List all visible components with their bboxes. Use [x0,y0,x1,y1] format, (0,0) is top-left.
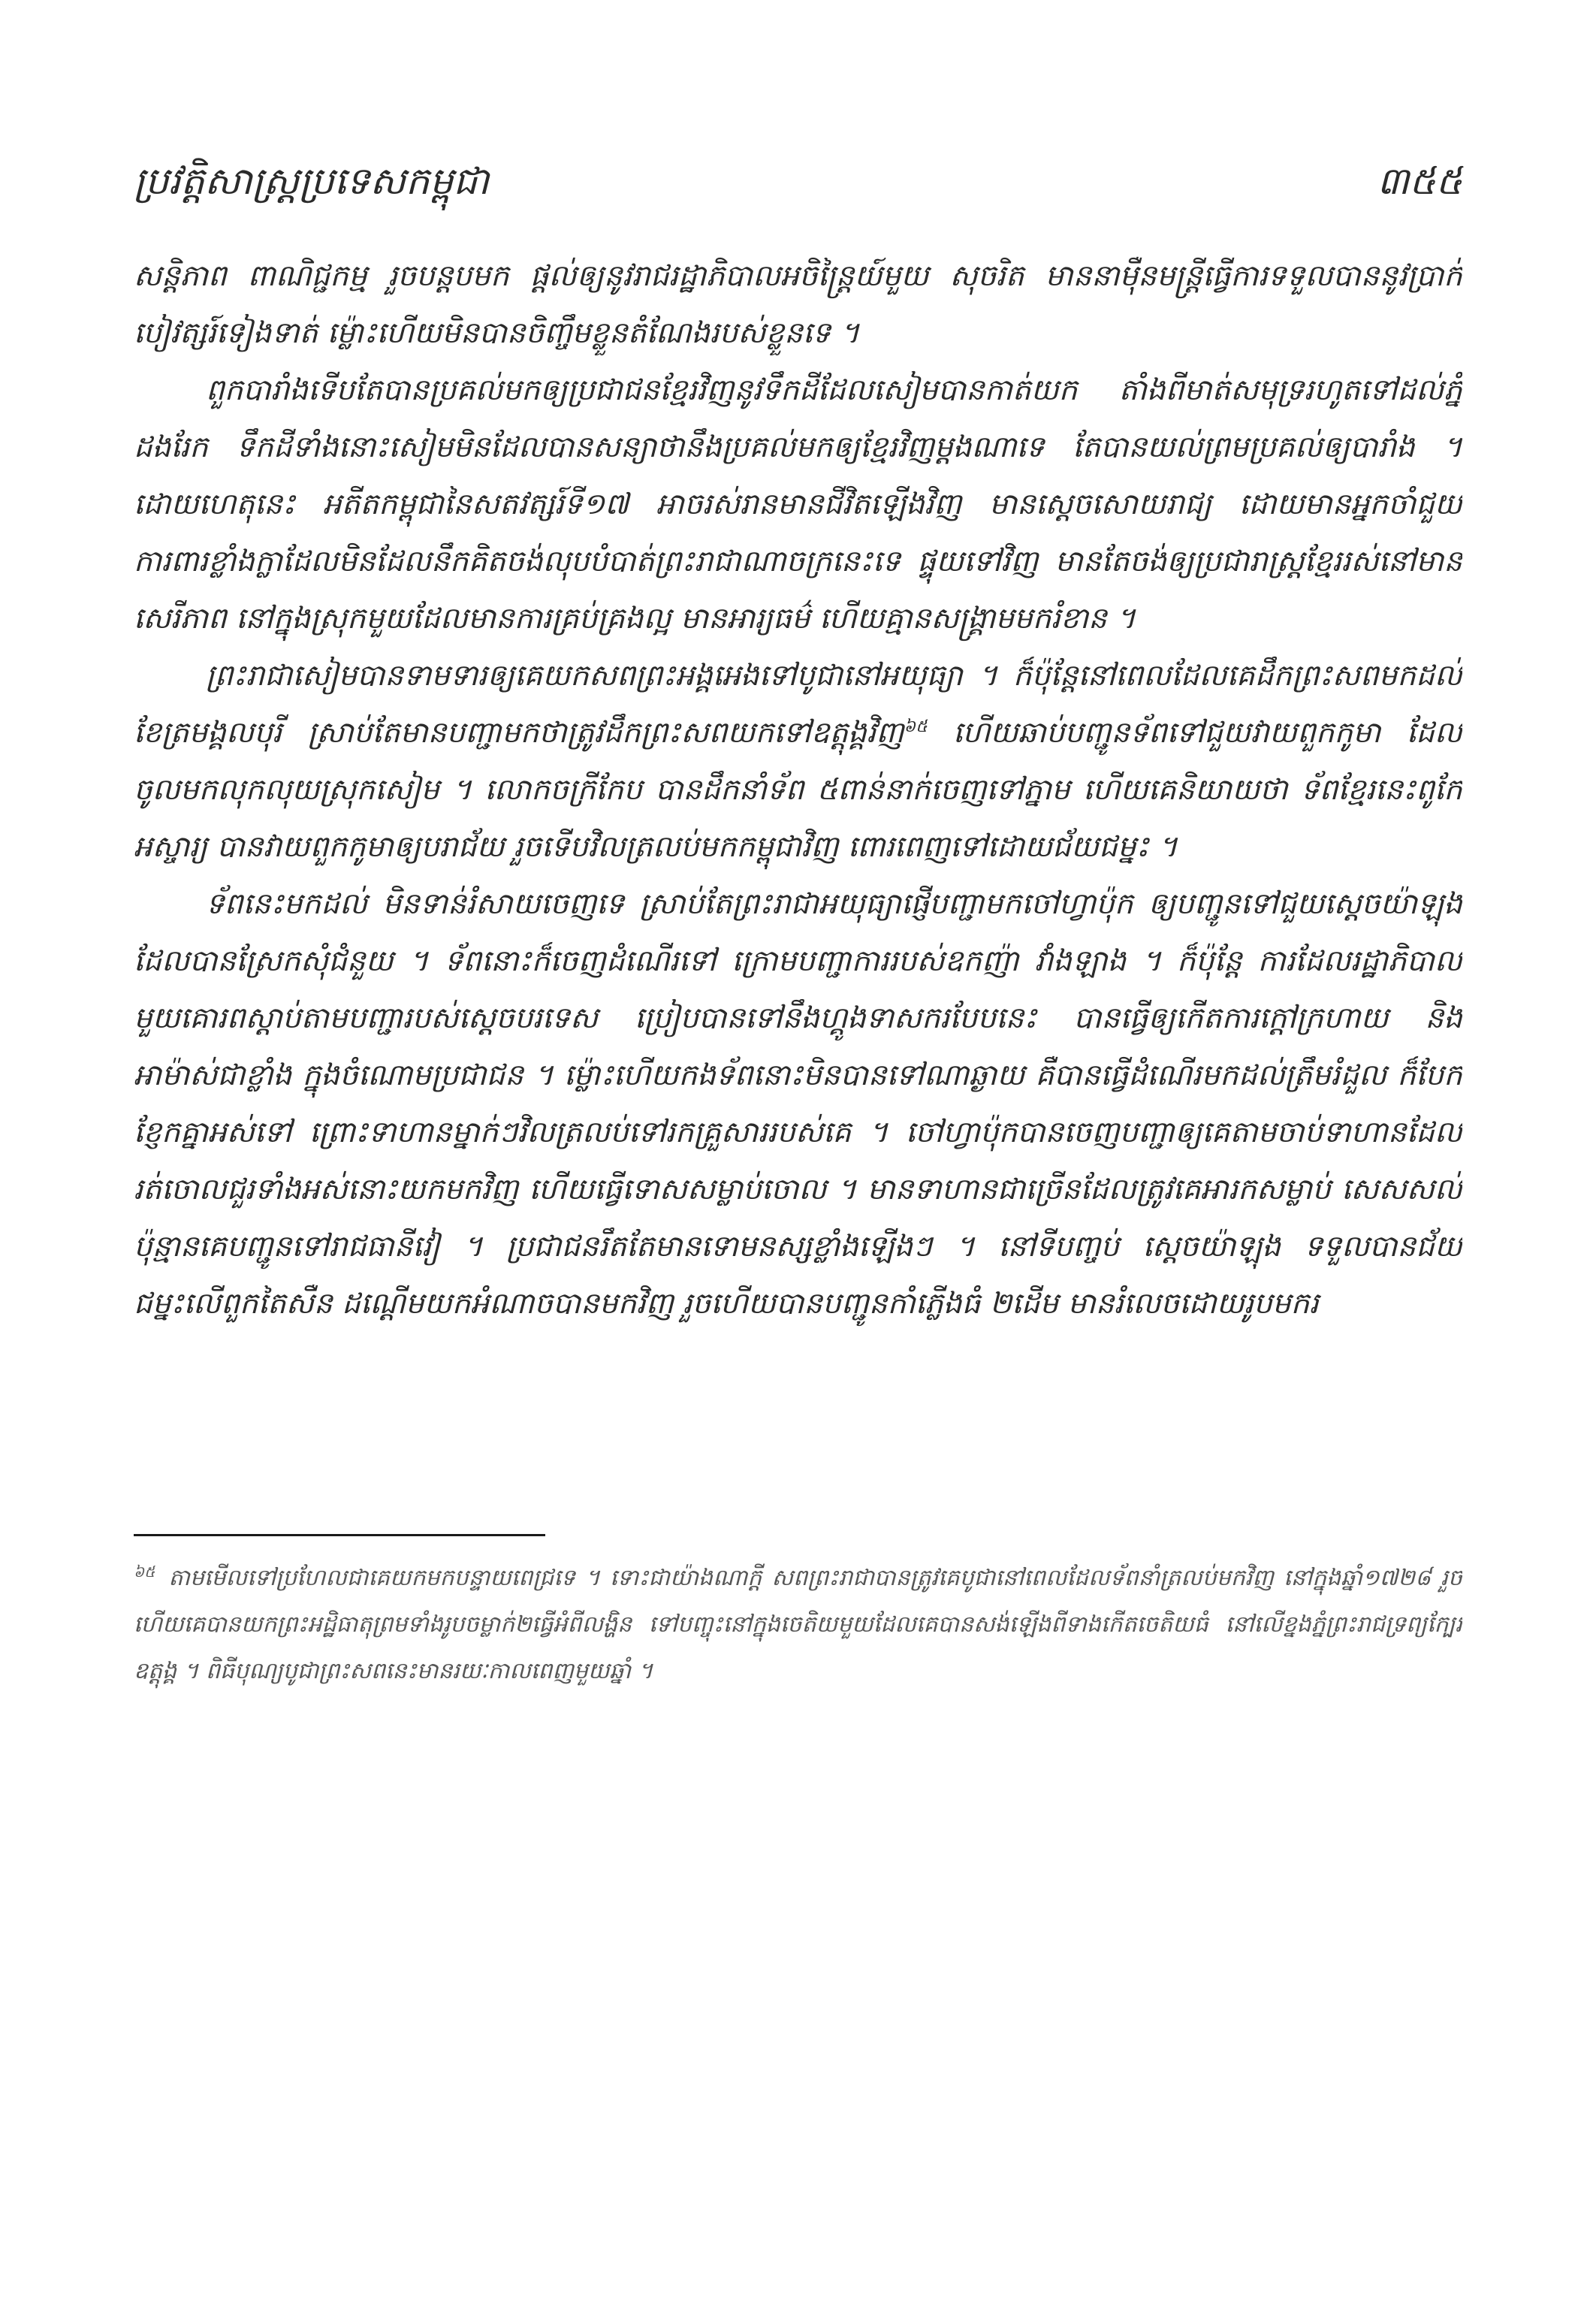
footnote-divider [134,1534,545,1536]
running-header [134,147,1462,215]
footnote [134,1555,1462,1780]
paragraph-1: សន្តិភាព ពាណិជ្ជកម្ម រួចបន្តបមក ផ្តល់ឲ្យនូវរាជរដ្ឋាភិបាលអចិន្ត្រៃយ៍មួយ សុចរិត មាននាម៉ឺនមន្ត្រីធ្វើការទទួលបាននូវប្រាក់បៀវត្សរ៍ទៀងទាត់ ម៉្លោះហើយមិនបានចិញ្ចឹមខ្លួនតំណែងរបស់ខ្លួនទេ ។ [134,259,1462,350]
footnote-reference[interactable]: ៦៥ [904,717,928,736]
paragraph-3-part-1: ព្រះរាជាសៀមបានទាមទារឲ្យគេយកសពព្រះអង្គអេងទៅបូជានៅអយុធ្យា ។ ក៏ប៉ុន្តែនៅពេលដែលគេដឹកព្រះសពមកដល់ខែត្រមង្គលបុរី ស្រាប់តែមានបញ្ជាមកថាត្រូវដឹកព្រះសពយកទៅឧត្តុង្គវិញ [134,659,1462,750]
paragraph-2: ពួកបារាំងទើបតែបានប្រគល់មកឲ្យប្រជាជនខ្មែរវិញនូវទឹកដីដែលសៀមបានកាត់យក តាំងពីមាត់សមុទ្ររហូតទៅដល់ភ្នំដងរែក ទឹកដីទាំងនោះសៀមមិនដែលបានសន្យាថានឹងប្រគល់មកឲ្យខ្មែរវិញម្តងណាទេ តែបានយល់ព្រមប្រគល់ឲ្យបារាំង ។ ដោយហេតុនេះ អតីតកម្ពុជានៃសតវត្សរ៍ទី១៧ អាចរស់រានមានជីវិតឡើងវិញ មានស្តេចសោយរាជ្យ ដោយមានអ្នកចាំជួយការពារខ្លាំងក្លាដែលមិនដែលនឹកគិតចង់លុបបំបាត់ព្រះរាជាណាចក្រនេះទេ ផ្ទុយទៅវិញ មានតែចង់ឲ្យប្រជារាស្ត្រខ្មែររស់នៅមានសេរីភាព នៅក្នុងស្រុកមួយដែលមានការគ្រប់គ្រងល្អ មានអារ្យធម៌ ហើយគ្មានសង្គ្រាមមករំខាន ។ [134,373,1462,636]
footnote-mark: ៦៥ [134,1563,155,1581]
paragraph-4: ទ័ពនេះមកដល់ មិនទាន់រំសាយចេញទេ ស្រាប់តែព្រះរាជាអយុធ្យាផ្ញើបញ្ជាមកចៅហ្វាប៉ុក ឲ្យបញ្ជូនទៅជួយស្តេចយ៉ាឡុង ដែលបានស្រែកសុំជំនួយ ។ ទ័ពនោះក៏ចេញដំណើរទៅ ក្រោមបញ្ជាការរបស់ឧកញ៉ា វាំងឡាង ។ ក៏ប៉ុន្តែ ការដែលរដ្ឋាភិបាលមួយគោរពស្តាប់តាមបញ្ជារបស់ស្តេចបរទេស ប្រៀបបានទៅនឹងហ្គូងទាសករបែបនេះ បានធ្វើឲ្យកើតការក្តៅក្រហាយ និងអាម៉ាស់ជាខ្លាំង ក្នុងចំណោមប្រជាជន ។ ម៉្លោះហើយកងទ័ពនោះមិនបានទៅណាឆ្ងាយ គឺបានធ្វើដំណើរមកដល់ត្រឹមរំដួល ក៏បែកខ្ញែកគ្នាអស់ទៅ ព្រោះទាហានម្នាក់ៗវិលត្រលប់ទៅរកគ្រួសាររបស់គេ ។ ចៅហ្វាប៉ុកបានចេញបញ្ជាឲ្យគេតាមចាប់ទាហានដែលរត់ចោលជួរទាំងអស់នោះយកមកវិញ ហើយធ្វើទោសសម្លាប់ចោល ។ មានទាហានជាច្រើនដែលត្រូវគេអារកសម្លាប់ សេសសល់ប៉ុន្មានគេបញ្ជូនទៅរាជធានីវៀ ។ ប្រជាជនរឹតតែមានទោមនស្សខ្លាំងឡើងៗ ។ នៅទីបញ្ចប់ ស្តេចយ៉ាឡុង ទទួលបានជ័យជម្នះលើពួកតៃសឺន ដណ្តើមយកអំណាចបានមកវិញ រួចហើយបានបញ្ជូនកាំភ្លើងធំ ២ដើម មានរំលេចដោយរូបមករ [134,887,1462,1321]
page-number: ៣៥៥ [1377,159,1462,203]
paragraph-3 [134,648,1462,876]
running-title: ប្រវត្តិសាស្ត្រប្រទេសកម្ពុជា [134,159,490,203]
body-text [134,248,1462,1416]
footnote-text: តាមមើលទៅប្រហែលជាគេយកមកបន្ទាយពេជ្រទេ ។ ទោះជាយ៉ាងណាក្តី សពព្រះរាជាបានត្រូវគេបូជានៅពេលដែលទ័ពនាំត្រលប់មកវិញ នៅក្នុងឆ្នាំ១៧២៨ រួចហើយគេបានយកព្រះអដ្ឋិធាតុព្រមទាំងរូបចម្លាក់២ធ្វើអំពីលង្ហិន ទៅបញ្ចុះនៅក្នុងចេតិយមួយដែលគេបានសង់ឡើងពីទាងកើតចេតិយធំ នៅលើខ្នងភ្នំព្រះរាជទ្រព្យក្បែរឧត្តុង្គ ។ ពិធីបុណ្យបូជាព្រះសពនេះមានរយៈកាលពេញមួយឆ្នាំ ។ [134,1565,1462,1684]
paragraph-3-part-2: ហើយឆាប់បញ្ជូនទ័ពទៅជួយវាយពួកកូមា ដែលចូលមកលុកលុយស្រុកសៀម ។ លោកចក្រីកែប បានដឹកនាំទ័ព ៥ពាន់នាក់ចេញទៅភ្នាម ហើយគេនិយាយថា ទ័ពខ្មែរនេះពូកែអស្ចារ្យ បានវាយពួកកូមាឲ្យបរាជ័យ រួចទើបវិលត្រលប់មកកម្ពុជាវិញ ពោរពេញទៅដោយជ័យជម្នះ ។ [134,716,1462,864]
